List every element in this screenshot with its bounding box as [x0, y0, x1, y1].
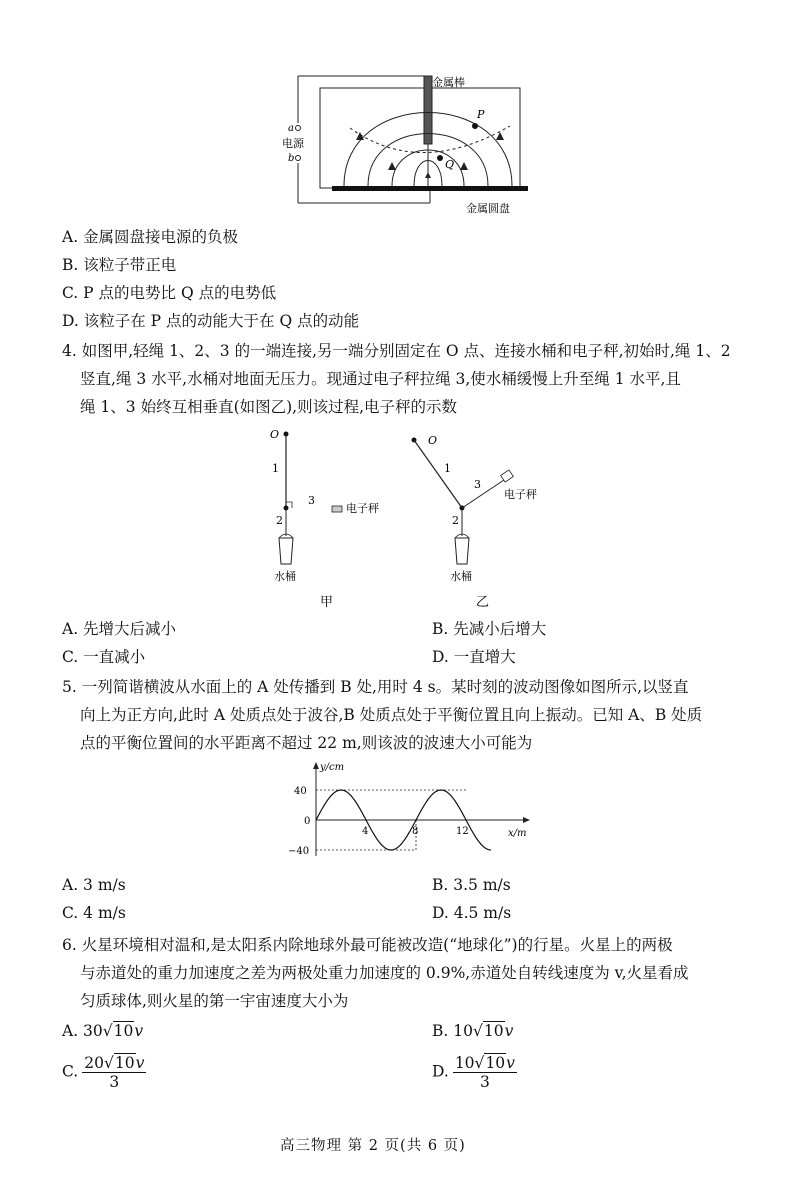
- yi-rope1-label: 1: [444, 462, 451, 475]
- jia-scale-label: 电子秤: [346, 502, 379, 515]
- q3-option-a: A. 金属圆盘接电源的负极: [62, 228, 239, 246]
- q4-stem-line-2: 竖直,绳 3 水平,水桶对地面无压力。现通过电子秤拉绳 3,使水桶缓慢上升至绳 1 水平,且: [80, 370, 681, 388]
- jia-rope3-label: 3: [308, 494, 315, 507]
- q-label: Q: [445, 158, 455, 171]
- q5-stem-line-3: 点的平衡位置间的水平距离不超过 22 m,则该波的波速大小可能为: [80, 734, 533, 752]
- q6-stem-line-2: 与赤道处的重力加速度之差为两极处重力加速度的 0.9%,赤道处自转线速度为 v,火星看成: [80, 964, 689, 982]
- p-label: P: [477, 108, 485, 121]
- q6-b-coef: B. 10: [432, 1022, 473, 1040]
- q3-option-b: B. 该粒子带正电: [62, 256, 177, 274]
- y-tick-neg40: −40: [288, 846, 310, 857]
- q6-c-label: C.: [62, 1062, 79, 1081]
- yi-rope3-label: 3: [474, 478, 481, 491]
- q6-option-d: [432, 1054, 517, 1091]
- q5-option-a: A. 3 m/s: [62, 876, 126, 894]
- x-axis-label: x/m: [508, 828, 527, 839]
- field-frame: [320, 88, 520, 188]
- q6-d-fraction: $\frac{10√10v}{3}$: [454, 1054, 515, 1091]
- source-label: 电源: [282, 137, 304, 150]
- q6-option-b: B. 10√10v: [432, 1022, 514, 1040]
- x-tick-4: 4: [362, 826, 369, 837]
- disk-label: 金属圆盘: [466, 202, 510, 215]
- yi-bucket-label: 水桶: [450, 570, 472, 583]
- q6-b-radicand: 10: [483, 1022, 504, 1040]
- q4-stem-line-1: 4. 如图甲,轻绳 1、2、3 的一端连接,另一端分别固定在 O 点、连接水桶和电子秤,初始时,绳 1、2: [62, 342, 731, 360]
- y-tick-40: 40: [294, 786, 307, 797]
- q6-b-var: v: [504, 1022, 514, 1040]
- q4-option-d: D. 一直增大: [432, 648, 516, 666]
- q5-option-d: D. 4.5 m/s: [432, 904, 512, 922]
- wave-graph: [286, 760, 536, 866]
- q6-stem-line-1: 6. 火星环境相对温和,是太阳系内除地球外最可能被改造(“地球化”)的行星。火星上的两极: [62, 936, 673, 954]
- q6-c-fraction: $\frac{20√10v}{3}$: [84, 1054, 145, 1091]
- q4-option-c: C. 一直减小: [62, 648, 146, 666]
- q4-option-a: A. 先增大后减小: [62, 620, 177, 638]
- q5-stem-line-2: 向上为正方向,此时 A 处质点处于波谷,B 处质点处于平衡位置且向上振动。已知 A、B 处质: [80, 706, 703, 724]
- q3-option-c: C. P 点的电势比 Q 点的电势低: [62, 284, 277, 302]
- q4-stem-line-3: 绳 1、3 始终互相垂直(如图乙),则该过程,电子秤的示数: [80, 398, 458, 416]
- q6-option-a: A. 30√10v: [62, 1022, 144, 1040]
- q4-option-b: B. 先减小后增大: [432, 620, 547, 638]
- page-footer: 高三物理 第 2 页(共 6 页): [280, 1138, 466, 1154]
- jia-bucket-label: 水桶: [274, 570, 296, 583]
- x-tick-12: 12: [456, 826, 469, 837]
- jia-rope1-label: 1: [272, 462, 279, 475]
- point-p: [472, 123, 478, 129]
- jia-o-label: O: [270, 428, 280, 441]
- x-tick-8: 8: [412, 826, 419, 837]
- q6-d-label: D.: [432, 1062, 449, 1081]
- fig-yi-caption: 乙: [476, 595, 490, 610]
- source-b-label: b: [288, 153, 295, 164]
- source-a-label: a: [288, 123, 294, 134]
- q6-a-radicand: 10: [113, 1022, 134, 1040]
- jia-rope2-label: 2: [276, 514, 283, 527]
- q3-option-d: D. 该粒子在 P 点的动能大于在 Q 点的动能: [62, 312, 360, 330]
- q5-stem-line-1: 5. 一列简谐横波从水面上的 A 处传播到 B 处,用时 4 s。某时刻的波动图像如图所示,以竖直: [62, 678, 689, 696]
- fig-jia-caption: 甲: [320, 595, 334, 610]
- q5-option-b: B. 3.5 m/s: [432, 876, 511, 894]
- y-axis-label: y/cm: [320, 762, 345, 773]
- q6-a-var: v: [134, 1022, 144, 1040]
- q6-option-c: [62, 1054, 146, 1091]
- yi-scale-label: 电子秤: [504, 488, 537, 501]
- yi-o-label: O: [428, 434, 438, 447]
- point-q: [437, 155, 443, 161]
- rod-label: 金属棒: [432, 76, 465, 89]
- q6-a-coef: A. 30: [62, 1022, 103, 1040]
- rope-figure: [262, 426, 562, 612]
- field-figure: [280, 68, 540, 218]
- q5-option-c: C. 4 m/s: [62, 904, 126, 922]
- yi-rope2-label: 2: [452, 514, 459, 527]
- metal-disk: [332, 186, 528, 191]
- y-tick-0: 0: [304, 816, 311, 827]
- q6-stem-line-3: 匀质球体,则火星的第一宇宙速度大小为: [80, 992, 349, 1010]
